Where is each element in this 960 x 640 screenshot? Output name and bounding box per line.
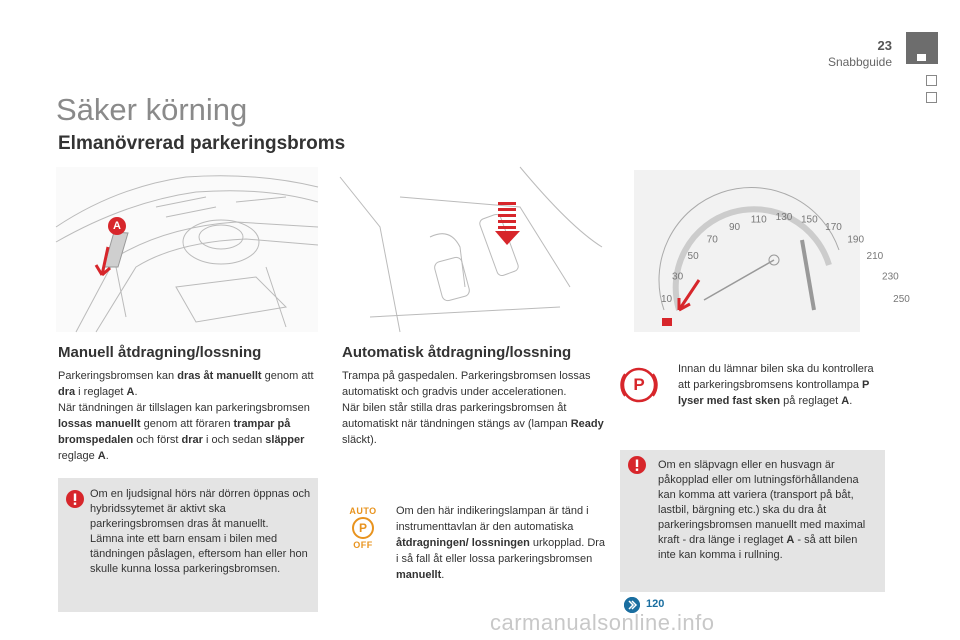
manual-paragraph-1: Parkeringsbromsen kan dras åt manuellt genom att dra i reglaget A.: [58, 370, 314, 398]
manual-paragraph-2: När tändningen är tillslagen kan parkeringsbromsen lossas manuellt genom att föraren trampar på bromspedalen och först drar i och sedan släpper reglage A.: [58, 402, 310, 462]
gauge-tick-label: 230: [882, 271, 899, 283]
gauge-tick-label: 190: [847, 234, 865, 246]
trailer-warning-note: [620, 450, 885, 592]
trailer-note-text: Om en släpvagn eller en husvagn är påkopplad eller om lutningsförhållandena kan komma att variera (transport på båt, lastbil, bärgning etc.) ska du dra åt parkeringsbromsen manuellt med maximal kraft - dra länge i reglaget A - så att bilen inte kan komma i rullning.: [658, 459, 866, 561]
gauge-tick-label: 70: [706, 234, 718, 246]
manual-warning-note: [58, 478, 318, 612]
console-drawing: [56, 167, 318, 332]
pedals-illustration: [340, 167, 602, 332]
section-tab[interactable]: [926, 75, 937, 86]
warning-icon: [628, 456, 646, 474]
manual-note-text: Om en ljudsignal hörs när dörren öppnas och hybridssytemet är aktivt ska parkeringsbromsen dras åt manuellt. Lämna inte ett barn ensam i bilen med tändningen påslagen, eftersom han eller hon skulle kunna lossa parkeringsbromsen.: [90, 488, 311, 575]
callout-a: A: [108, 217, 126, 235]
gauge-tick-label: 50: [687, 251, 699, 263]
automatic-text: [342, 368, 604, 448]
gauge-tick-label: 210: [866, 251, 884, 263]
right-text: Innan du lämnar bilen ska du kontrollera att parkeringsbromsens kontrollampa P lyser med fast sken på reglaget A.: [678, 363, 874, 407]
manual-heading: Manuell åtdragning/lossning: [58, 344, 262, 361]
section-subtitle: Elmanövrerad parkeringsbroms: [58, 133, 346, 154]
gauge-tick-label: 170: [825, 222, 842, 234]
gauge-tick-label: 30: [672, 271, 684, 283]
section-tab[interactable]: [926, 92, 937, 103]
console-illustration: [56, 167, 318, 332]
section-tab-active[interactable]: [906, 32, 938, 64]
page-title: Säker körning: [56, 92, 248, 127]
manual-text: [58, 368, 320, 464]
tab-marker: [917, 54, 926, 61]
automatic-heading: Automatisk åtdragning/lossning: [342, 344, 572, 361]
gauge-tick-label: 10: [660, 294, 673, 306]
gauge-tick-label: 110: [750, 214, 767, 226]
auto-p-off-icon: AUTO P OFF: [349, 506, 377, 550]
gauge-tick-label: 150: [800, 214, 818, 226]
indicator-text: Om den här indikeringslampan är tänd i instrumenttavlan är den automatiska åtdragningen/ lossningen urkopplad. Dra i så fall åt eller lossa parkeringsbromsen manuellt.: [396, 505, 606, 581]
watermark: carmanualsonline.info: [490, 610, 715, 635]
section-label: Snabbguide: [827, 55, 892, 69]
gauge-tick-label: 130: [775, 212, 793, 223]
parking-brake-warning-icon: P: [620, 366, 658, 404]
automatic-paragraph-1: Trampa på gaspedalen. Parkeringsbromsen lossas automatiskt och gradvis under accelerationen.: [342, 370, 591, 398]
gauge-tick-label: 250: [893, 294, 910, 306]
warning-icon: [66, 490, 84, 508]
speedometer-gauge: [634, 170, 910, 332]
automatic-paragraph-2: När bilen står stilla dras parkeringsbromsen åt automatiskt när tändningen stängs av (lampan Ready släckt).: [342, 402, 604, 446]
speedometer-illustration: [634, 170, 910, 332]
gauge-tick-label: 90: [728, 222, 741, 234]
pedals-drawing: [340, 167, 602, 332]
page-number: 23: [877, 38, 892, 53]
reference-page-number: 120: [646, 598, 665, 610]
